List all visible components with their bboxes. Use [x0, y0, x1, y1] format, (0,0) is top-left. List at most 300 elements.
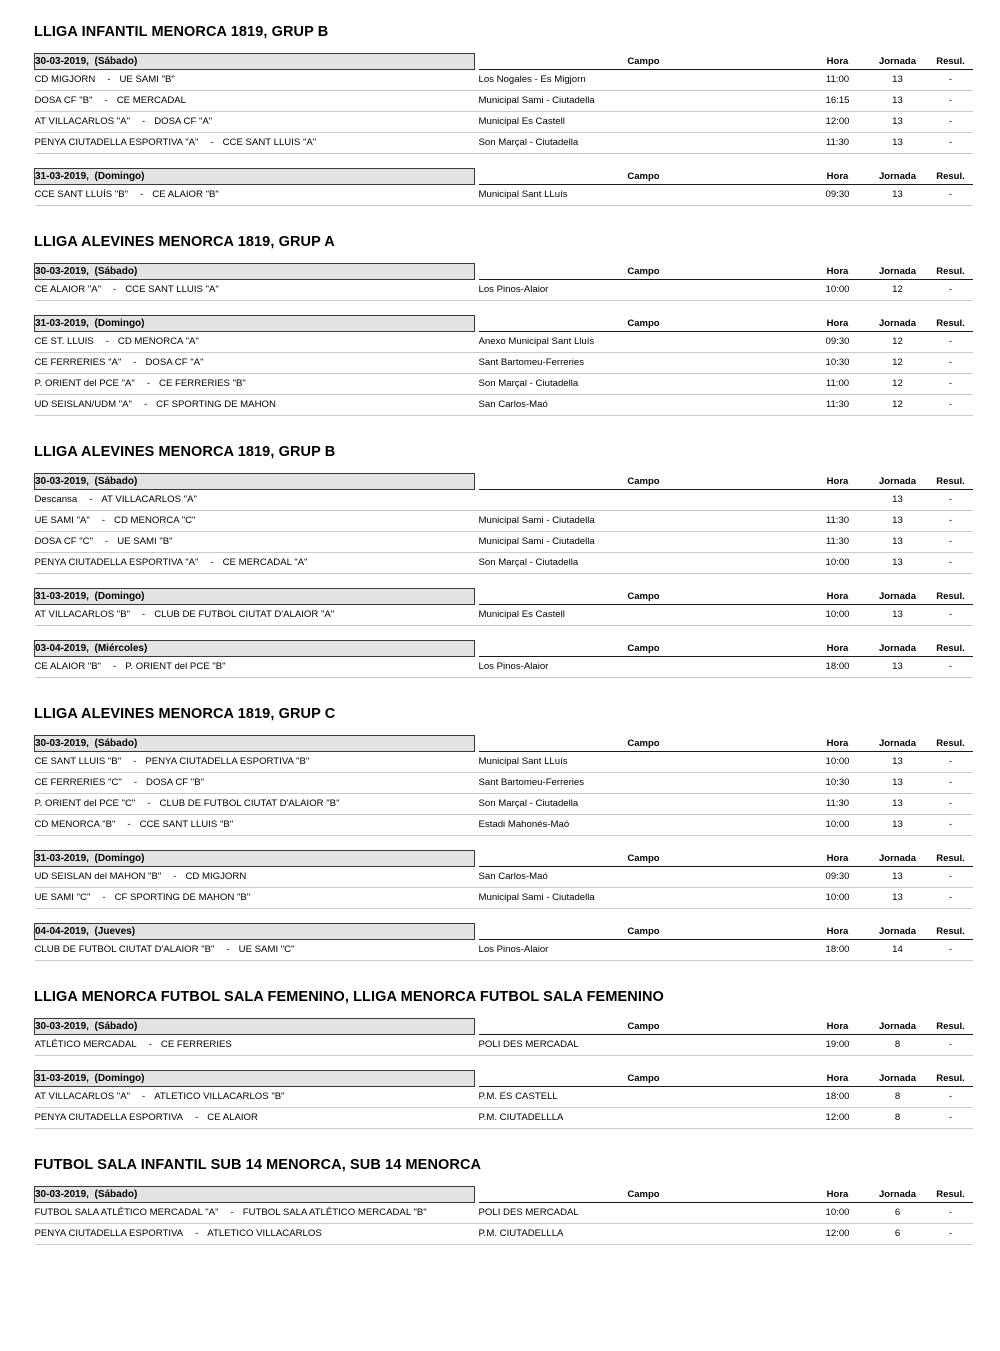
table-row — [35, 1087, 973, 1108]
day-fixture-table — [34, 1186, 973, 1245]
match-campo: Sant Bartomeu-Ferreries — [479, 773, 809, 794]
column-header-campo: Campo — [479, 264, 809, 280]
match-jornada: 12 — [867, 280, 929, 301]
away-team: CF SPORTING DE MAHON — [156, 399, 276, 410]
match-jornada: 13 — [867, 888, 929, 909]
date-header-bar — [35, 1071, 475, 1087]
table-row — [35, 815, 973, 836]
date-value: 30-03-2019, — [35, 476, 89, 487]
weekday-value: (Sábado) — [94, 266, 138, 277]
table-header-row — [35, 924, 973, 940]
match-hora: 10:30 — [809, 353, 867, 374]
match-jornada: 12 — [867, 353, 929, 374]
column-header-hora: Hora — [809, 924, 867, 940]
match-campo: Los Pinos-Alaior — [479, 940, 809, 961]
match-campo: Los Pinos-Alaior — [479, 657, 809, 678]
away-team: CCE SANT LLUIS "A" — [125, 284, 219, 295]
versus-separator: - — [101, 515, 106, 526]
match-campo: Anexo Municipal Sant Lluís — [479, 332, 809, 353]
match-teams-cell — [35, 1203, 475, 1224]
match-teams-cell — [35, 353, 475, 374]
table-row — [35, 773, 973, 794]
match-teams-cell — [35, 657, 475, 678]
column-header-campo: Campo — [479, 1187, 809, 1203]
versus-separator: - — [173, 871, 177, 882]
match-campo: Sant Bartomeu-Ferreries — [479, 353, 809, 374]
table-header-row — [35, 474, 973, 490]
versus-separator: - — [102, 892, 106, 903]
match-teams-cell — [35, 374, 475, 395]
match-jornada: 13 — [867, 553, 929, 574]
home-team: PENYA CIUTADELLA ESPORTIVA "A" — [34, 557, 199, 568]
table-header-row — [35, 1019, 973, 1035]
match-jornada: 6 — [867, 1203, 929, 1224]
match-campo: Municipal Sami - Ciutadella — [479, 91, 809, 112]
versus-separator: - — [210, 137, 214, 148]
home-team: UD SEISLAN/UDM "A" — [34, 399, 132, 410]
away-team: DOSA CF "A" — [145, 357, 204, 368]
away-team: UE SAMI "C" — [238, 944, 295, 955]
match-jornada: 13 — [867, 605, 929, 626]
match-resul: - — [929, 940, 973, 961]
match-campo: Municipal Sant LLuís — [479, 752, 809, 773]
table-row — [35, 374, 973, 395]
date-header-bar — [35, 1187, 475, 1203]
column-header-campo: Campo — [479, 736, 809, 752]
home-team: CCE SANT LLUÍS "B" — [34, 189, 129, 200]
match-teams-cell — [35, 490, 475, 511]
table-header-row — [35, 316, 973, 332]
versus-separator: - — [140, 189, 144, 200]
versus-separator: - — [142, 609, 146, 620]
versus-separator: - — [89, 494, 93, 505]
match-teams-cell — [35, 1087, 475, 1108]
league-block — [34, 220, 972, 416]
match-resul: - — [929, 1203, 973, 1224]
date-header-bar — [35, 641, 475, 657]
match-campo: P.M. CIUTADELLLA — [479, 1224, 809, 1245]
date-header-bar — [35, 736, 475, 752]
table-header-row — [35, 1071, 973, 1087]
match-campo: Municipal Sami - Ciutadella — [479, 888, 809, 909]
column-header-hora: Hora — [809, 1071, 867, 1087]
table-header-row — [35, 589, 973, 605]
column-header-hora: Hora — [809, 54, 867, 70]
match-teams-cell — [35, 794, 475, 815]
match-teams-cell — [35, 395, 475, 416]
column-header-resul: Resul. — [929, 264, 973, 280]
versus-separator: - — [142, 1091, 146, 1102]
league-title: LLIGA ALEVINES MENORCA 1819, GRUP B — [34, 444, 336, 460]
day-fixture-table — [34, 263, 973, 301]
match-campo: Municipal Sant LLuís — [479, 185, 809, 206]
match-campo: Son Marçal - Ciutadella — [479, 794, 809, 815]
table-row — [35, 353, 973, 374]
versus-separator: - — [230, 1207, 234, 1218]
match-hora: 16:15 — [809, 91, 867, 112]
league-block — [34, 22, 972, 206]
match-hora: 10:00 — [809, 280, 867, 301]
match-jornada: 6 — [867, 1224, 929, 1245]
column-header-hora: Hora — [809, 169, 867, 185]
away-team: CCE SANT LLUIS "A" — [222, 137, 317, 148]
home-team: P. ORIENT del PCE "C" — [34, 798, 136, 809]
match-resul: - — [929, 1224, 973, 1245]
match-resul: - — [929, 374, 973, 395]
weekday-value: (Jueves) — [94, 926, 136, 937]
match-jornada: 8 — [867, 1108, 929, 1129]
table-row — [35, 395, 973, 416]
home-team: PENYA CIUTADELLA ESPORTIVA — [34, 1228, 184, 1239]
match-resul: - — [929, 511, 973, 532]
match-resul: - — [929, 112, 973, 133]
match-teams-cell — [35, 605, 475, 626]
date-header-bar — [35, 316, 475, 332]
day-fixture-table — [34, 473, 973, 574]
match-teams-cell — [35, 1224, 475, 1245]
match-teams-cell — [35, 940, 475, 961]
versus-separator: - — [143, 399, 148, 410]
match-hora: 09:30 — [809, 185, 867, 206]
home-team: UE SAMI "A" — [34, 515, 90, 526]
home-team: CD MIGJORN — [34, 74, 96, 85]
match-resul: - — [929, 1035, 973, 1056]
column-header-jornada: Jornada — [867, 1019, 929, 1035]
column-header-hora: Hora — [809, 474, 867, 490]
column-header-resul: Resul. — [929, 1071, 973, 1087]
versus-separator: - — [147, 798, 151, 809]
table-header-row — [35, 54, 973, 70]
home-team: CD MENORCA "B" — [34, 819, 116, 830]
match-hora: 10:30 — [809, 773, 867, 794]
match-resul: - — [929, 553, 973, 574]
weekday-value: (Domingo) — [94, 1073, 145, 1084]
home-team: CLUB DE FUTBOL CIUTAT D'ALAIOR "B" — [34, 944, 215, 955]
table-row — [35, 1035, 973, 1056]
match-hora: 11:30 — [809, 794, 867, 815]
match-resul: - — [929, 657, 973, 678]
match-jornada: 13 — [867, 511, 929, 532]
match-resul: - — [929, 1087, 973, 1108]
date-header-bar — [35, 474, 475, 490]
versus-separator: - — [105, 336, 109, 347]
match-teams-cell — [35, 773, 475, 794]
date-value: 30-03-2019, — [35, 1021, 89, 1032]
column-header-resul: Resul. — [929, 1019, 973, 1035]
away-team: CE FERRERIES — [160, 1039, 232, 1050]
day-fixture-table — [34, 1018, 973, 1056]
day-fixture-table — [34, 53, 973, 154]
column-header-hora: Hora — [809, 736, 867, 752]
column-header-jornada: Jornada — [867, 924, 929, 940]
match-campo: POLI DES MERCADAL — [479, 1035, 809, 1056]
weekday-value: (Sábado) — [94, 1021, 138, 1032]
home-team: AT VILLACARLOS "B" — [34, 609, 131, 620]
match-jornada: 13 — [867, 133, 929, 154]
versus-separator: - — [195, 1112, 199, 1123]
column-header-hora: Hora — [809, 641, 867, 657]
column-header-jornada: Jornada — [867, 589, 929, 605]
away-team: AT VILLACARLOS "A" — [101, 494, 197, 505]
column-header-resul: Resul. — [929, 1187, 973, 1203]
match-teams-cell — [35, 91, 475, 112]
date-header-bar — [35, 54, 475, 70]
away-team: CE ALAIOR — [207, 1112, 258, 1123]
home-team: DOSA CF "B" — [34, 95, 93, 106]
away-team: ATLETICO VILLACARLOS "B" — [154, 1091, 285, 1102]
match-hora — [809, 490, 867, 511]
match-teams-cell — [35, 280, 475, 301]
versus-separator: - — [142, 116, 146, 127]
match-teams-cell — [35, 888, 475, 909]
column-header-resul: Resul. — [929, 851, 973, 867]
away-team: UE SAMI "B" — [119, 74, 175, 85]
match-hora: 10:00 — [809, 752, 867, 773]
column-header-jornada: Jornada — [867, 474, 929, 490]
away-team: CE ALAIOR "B" — [152, 189, 219, 200]
home-team: ATLÉTICO MERCADAL — [34, 1039, 137, 1050]
table-row — [35, 511, 973, 532]
column-header-jornada: Jornada — [867, 264, 929, 280]
match-jornada: 13 — [867, 657, 929, 678]
match-jornada: 13 — [867, 532, 929, 553]
home-team: CE ST. LLUIS — [34, 336, 94, 347]
away-team: CD MIGJORN — [185, 871, 247, 882]
match-resul: - — [929, 395, 973, 416]
match-hora: 11:30 — [809, 532, 867, 553]
match-jornada: 13 — [867, 867, 929, 888]
table-row — [35, 867, 973, 888]
column-header-jornada: Jornada — [867, 1071, 929, 1087]
versus-separator: - — [133, 756, 137, 767]
league-block — [34, 975, 972, 1129]
match-resul: - — [929, 133, 973, 154]
match-teams-cell — [35, 867, 475, 888]
away-team: UE SAMI "B" — [117, 536, 173, 547]
away-team: CLUB DE FUTBOL CIUTAT D'ALAIOR "A" — [154, 609, 335, 620]
day-fixture-table — [34, 588, 973, 626]
date-value: 30-03-2019, — [35, 266, 89, 277]
table-row — [35, 794, 973, 815]
table-row — [35, 185, 973, 206]
match-teams-cell — [35, 185, 475, 206]
match-hora: 10:00 — [809, 553, 867, 574]
match-campo: Los Nogales - Es Migjorn — [479, 70, 809, 91]
match-hora: 18:00 — [809, 1087, 867, 1108]
home-team: AT VILLACARLOS "A" — [34, 1091, 131, 1102]
versus-separator: - — [104, 95, 108, 106]
date-header-bar — [35, 924, 475, 940]
table-header-row — [35, 1187, 973, 1203]
column-header-jornada: Jornada — [867, 736, 929, 752]
match-jornada: 13 — [867, 773, 929, 794]
table-header-row — [35, 736, 973, 752]
match-resul: - — [929, 1108, 973, 1129]
column-header-campo: Campo — [479, 641, 809, 657]
date-value: 31-03-2019, — [35, 318, 89, 329]
weekday-value: (Sábado) — [94, 56, 138, 67]
day-fixture-table — [34, 923, 973, 961]
match-hora: 11:00 — [809, 70, 867, 91]
column-header-campo: Campo — [479, 589, 809, 605]
match-jornada: 13 — [867, 91, 929, 112]
match-jornada: 13 — [867, 794, 929, 815]
away-team: CLUB DE FUTBOL CIUTAT D'ALAIOR "B" — [159, 798, 340, 809]
match-resul: - — [929, 752, 973, 773]
date-value: 31-03-2019, — [35, 171, 89, 182]
match-teams-cell — [35, 70, 475, 91]
column-header-campo: Campo — [479, 1019, 809, 1035]
date-value: 04-04-2019, — [35, 926, 89, 937]
home-team: CE ALAIOR "A" — [34, 284, 102, 295]
column-header-campo: Campo — [479, 1071, 809, 1087]
match-teams-cell — [35, 532, 475, 553]
date-value: 30-03-2019, — [35, 738, 89, 749]
home-team: CE ALAIOR "B" — [34, 661, 102, 672]
match-campo: Los Pinos-Alaior — [479, 280, 809, 301]
date-value: 30-03-2019, — [35, 56, 89, 67]
match-campo: Estadi Mahonés-Maó — [479, 815, 809, 836]
column-header-jornada: Jornada — [867, 851, 929, 867]
home-team: CE SANT LLUIS "B" — [34, 756, 122, 767]
date-value: 30-03-2019, — [35, 1189, 89, 1200]
match-campo: P.M. ES CASTELL — [479, 1087, 809, 1108]
match-jornada: 13 — [867, 70, 929, 91]
table-row — [35, 940, 973, 961]
home-team: Descansa — [34, 494, 78, 505]
column-header-hora: Hora — [809, 316, 867, 332]
table-row — [35, 133, 973, 154]
table-row — [35, 605, 973, 626]
table-header-row — [35, 851, 973, 867]
match-resul: - — [929, 332, 973, 353]
match-jornada: 13 — [867, 112, 929, 133]
home-team: CE FERRERIES "A" — [34, 357, 122, 368]
table-row — [35, 553, 973, 574]
away-team: CD MENORCA "C" — [114, 515, 196, 526]
match-resul: - — [929, 605, 973, 626]
table-header-row — [35, 169, 973, 185]
match-hora: 12:00 — [809, 112, 867, 133]
versus-separator: - — [127, 819, 131, 830]
column-header-resul: Resul. — [929, 54, 973, 70]
date-value: 31-03-2019, — [35, 1073, 89, 1084]
day-fixture-table — [34, 850, 973, 909]
match-resul: - — [929, 773, 973, 794]
versus-separator: - — [210, 557, 214, 568]
column-header-jornada: Jornada — [867, 641, 929, 657]
match-campo: P.M. CIUTADELLLA — [479, 1108, 809, 1129]
column-header-campo: Campo — [479, 316, 809, 332]
home-team: PENYA CIUTADELLA ESPORTIVA "A" — [34, 137, 199, 148]
match-hora: 09:30 — [809, 867, 867, 888]
away-team: CE MERCADAL "A" — [222, 557, 308, 568]
match-hora: 18:00 — [809, 657, 867, 678]
match-resul: - — [929, 490, 973, 511]
match-campo — [479, 490, 809, 511]
match-hora: 11:00 — [809, 374, 867, 395]
weekday-value: (Sábado) — [94, 1189, 138, 1200]
column-header-jornada: Jornada — [867, 1187, 929, 1203]
versus-separator: - — [113, 284, 117, 295]
match-jornada: 13 — [867, 490, 929, 511]
weekday-value: (Miércoles) — [94, 643, 148, 654]
match-campo: Municipal Es Castell — [479, 112, 809, 133]
match-resul: - — [929, 888, 973, 909]
match-hora: 10:00 — [809, 815, 867, 836]
league-block — [34, 1143, 972, 1245]
date-value: 31-03-2019, — [35, 853, 89, 864]
match-jornada: 12 — [867, 395, 929, 416]
match-teams-cell — [35, 815, 475, 836]
home-team: P. ORIENT del PCE "A" — [34, 378, 135, 389]
match-campo: Municipal Sami - Ciutadella — [479, 532, 809, 553]
weekday-value: (Sábado) — [94, 738, 138, 749]
table-row — [35, 332, 973, 353]
home-team: UD SEISLAN del MAHON "B" — [34, 871, 162, 882]
column-header-campo: Campo — [479, 924, 809, 940]
column-header-resul: Resul. — [929, 316, 973, 332]
table-row — [35, 1224, 973, 1245]
match-jornada: 13 — [867, 815, 929, 836]
match-hora: 10:00 — [809, 605, 867, 626]
table-row — [35, 91, 973, 112]
match-hora: 18:00 — [809, 940, 867, 961]
day-fixture-table — [34, 640, 973, 678]
home-team: DOSA CF "C" — [34, 536, 94, 547]
match-resul: - — [929, 867, 973, 888]
match-campo: Son Marçal - Ciutadella — [479, 553, 809, 574]
match-resul: - — [929, 815, 973, 836]
column-header-campo: Campo — [479, 474, 809, 490]
date-header-bar — [35, 169, 475, 185]
league-title: LLIGA ALEVINES MENORCA 1819, GRUP A — [34, 234, 335, 250]
match-jornada: 8 — [867, 1035, 929, 1056]
away-team: CF SPORTING DE MAHON "B" — [114, 892, 251, 903]
column-header-hora: Hora — [809, 1019, 867, 1035]
column-header-hora: Hora — [809, 264, 867, 280]
versus-separator: - — [113, 661, 117, 672]
match-hora: 10:00 — [809, 888, 867, 909]
versus-separator: - — [133, 357, 137, 368]
match-campo: Municipal Sami - Ciutadella — [479, 511, 809, 532]
weekday-value: (Domingo) — [94, 853, 145, 864]
column-header-campo: Campo — [479, 851, 809, 867]
table-row — [35, 1203, 973, 1224]
match-teams-cell — [35, 553, 475, 574]
table-row — [35, 280, 973, 301]
away-team: FUTBOL SALA ATLÉTICO MERCADAL "B" — [242, 1207, 427, 1218]
weekday-value: (Sábado) — [94, 476, 138, 487]
match-campo: San Carlos-Maó — [479, 867, 809, 888]
match-resul: - — [929, 794, 973, 815]
weekday-value: (Domingo) — [94, 591, 145, 602]
match-hora: 11:30 — [809, 395, 867, 416]
match-jornada: 8 — [867, 1087, 929, 1108]
match-jornada: 14 — [867, 940, 929, 961]
column-header-hora: Hora — [809, 851, 867, 867]
match-teams-cell — [35, 511, 475, 532]
column-header-campo: Campo — [479, 169, 809, 185]
match-jornada: 12 — [867, 332, 929, 353]
match-campo: San Carlos-Maó — [479, 395, 809, 416]
match-teams-cell — [35, 752, 475, 773]
column-header-campo: Campo — [479, 54, 809, 70]
table-row — [35, 1108, 973, 1129]
match-resul: - — [929, 185, 973, 206]
away-team: CD MENORCA "A" — [117, 336, 199, 347]
match-campo: POLI DES MERCADAL — [479, 1203, 809, 1224]
